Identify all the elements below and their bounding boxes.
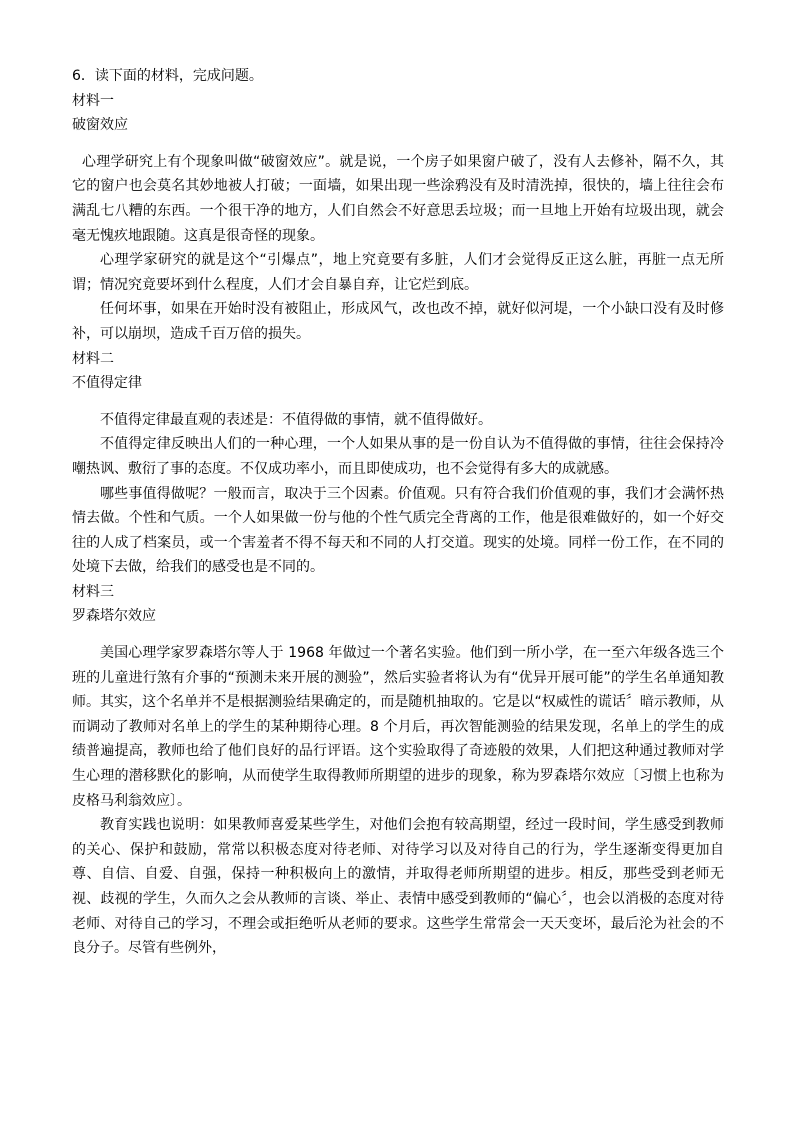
spacer (72, 138, 724, 150)
material-1-title: 破窗效应 (72, 117, 128, 134)
material-2-paragraph: 不值得定律最直观的表述是：不值得做的事情，就不值得做好。 (100, 411, 492, 428)
material-1-paragraph: 任何坏事，如果在开始时没有被阻止，形成风气，改也改不掉，就好似河堤，一个小缺口没有及时修补，可以崩坝，造成千百万倍的损失。 (72, 301, 724, 342)
material-2-paragraph: 哪些事值得做呢？一般而言，取决于三个因素。价值观。只有符合我们价值观的事，我们才会满怀热情去做。个性和气质。一个人如果做一份与他的个性气质完全背离的工作，他是很难做好的，如一个好交往的人成了档案员，或一个害羞者不得不每天和不同的人打交道。现实的处境。同样一份工作，在不同的处境下去做，给我们的感受也是不同的。 (72, 485, 724, 576)
material-3-title: 罗森塔尔效应 (72, 608, 156, 625)
material-2-title: 不值得定律 (72, 375, 142, 392)
spacer (72, 629, 724, 641)
material-2-label: 材料二 (72, 350, 114, 367)
material-3-label: 材料三 (72, 583, 114, 600)
material-3-paragraph: 美国心理学家罗森塔尔等人于 1968 年做过一个著名实验。他们到一所小学，在一至六年级各选三个班的儿童进行煞有介事的“预测未来开展的测验”，然后实验者将认为有“优异开展可能”的学生名单通知教师。其实，这个名单并不是根据测验结果确定的，而是随机抽取的。它是以“权威性的谎话〞暗示教师，从而调动了教师对名单上的学生的某种期待心理。8 个月后，再次智能测验的结果发现，名单上的学生的成绩普遍提高，教师也给了他们良好的品行评语。这个实验取得了奇迹般的效果，人们把这种通过教师对学生心理的潜移默化的影响，从而使学生取得教师所期望的进步的现象，称为罗森塔尔效应〔习惯上也称为皮格马利翁效应〕。 (72, 645, 724, 809)
question-heading: 6．读下面的材料，完成问题。 (72, 68, 263, 84)
material-3-paragraph: 教育实践也说明：如果教师喜爱某些学生，对他们会抱有较高期望，经过一段时间，学生感受到教师的关心、保护和鼓励，常常以积极态度对待老师、对待学习以及对待自己的行为，学生逐渐变得更加自尊、自信、自爱、自强，保持一种积极向上的激情，并取得老师所期望的进步。相反，那些受到老师无视、歧视的学生，久而久之会从教师的言谈、举止、表情中感受到教师的“偏心〞，也会以消极的态度对待老师、对待自己的学习，不理会或拒绝听从老师的要求。这些学生常常会一天天变坏，最后沦为社会的不良分子。尽管有些例外， (72, 817, 724, 957)
document-page (72, 64, 724, 961)
material-1-paragraph: 心理学家研究的就是这个“引爆点”，地上究竟要有多脏，人们才会觉得反正这么脏，再脏一点无所谓；情况究竟要坏到什么程度，人们才会自暴自弃，让它烂到底。 (72, 252, 724, 293)
spacer (72, 396, 724, 408)
material-1-label: 材料一 (72, 92, 114, 109)
material-1-paragraph: 心理学研究上有个现象叫做“破窗效应”。就是说，一个房子如果窗户破了，没有人去修补，隔不久，其它的窗户也会莫名其妙地被人打破；一面墙，如果出现一些涂鸦没有及时清洗掉，很快的，墙上往往会布满乱七八糟的东西。一个很干净的地方，人们自然会不好意思丢垃圾；而一旦地上开始有垃圾出现，就会毫无愧疚地跟随。这真是很奇怪的现象。 (72, 153, 724, 244)
material-2-paragraph: 不值得定律反映出人们的一种心理，一个人如果从事的是一份自认为不值得做的事情，往往会保持冷嘲热讽、敷衍了事的态度。不仅成功率小，而且即使成功，也不会觉得有多大的成就感。 (72, 436, 724, 477)
